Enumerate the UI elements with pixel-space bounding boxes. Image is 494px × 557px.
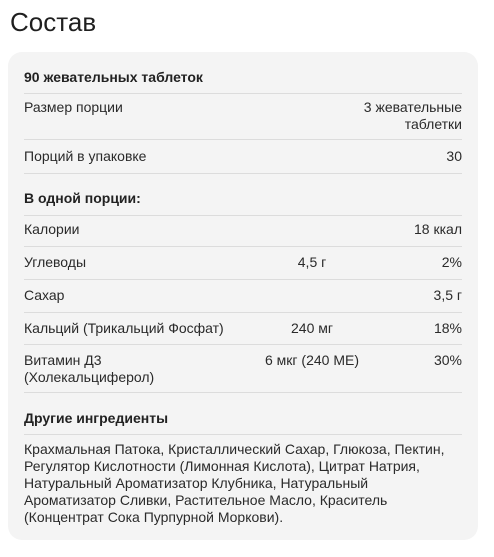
- nutrient-dv: 30%: [433, 352, 462, 368]
- nutrient-label: Углеводы: [24, 254, 87, 270]
- nutrient-dv: 18%: [433, 320, 462, 336]
- divider: [24, 246, 462, 247]
- serving-size-value-line1: 3 жевательные: [363, 99, 462, 115]
- nutrient-value: 18 ккал: [414, 221, 462, 237]
- nutrient-label: Калории: [24, 221, 80, 237]
- nutrient-row-vitamin-d3: [24, 352, 462, 386]
- nutrient-row-calcium: [24, 320, 462, 337]
- servings-per-container-value: 30: [446, 148, 462, 164]
- divider: [24, 434, 462, 435]
- nutrient-value: 3,5 г: [433, 287, 462, 303]
- ingredients-line: Натуральный Ароматизатор Клубника, Натуральный: [24, 475, 369, 491]
- nutrient-row-calories: [24, 221, 462, 238]
- nutrient-label: [24, 352, 252, 386]
- other-ingredients-text: [24, 441, 466, 526]
- ingredients-line: Регулятор Кислотности (Лимонная Кислота), Цитрат Натрия,: [24, 458, 420, 474]
- nutrient-row-carbs: [24, 254, 462, 271]
- divider: [24, 93, 462, 94]
- ingredients-line: (Концентрат Сока Пурпурной Моркови).: [24, 509, 284, 525]
- servings-per-container-label: Порций в упаковке: [24, 148, 147, 164]
- divider: [24, 312, 462, 313]
- per-serving-heading: В одной порции:: [24, 190, 141, 206]
- ingredients-line: Ароматизатор Сливки, Растительное Масло, Краситель: [24, 492, 388, 508]
- serving-heading: 90 жевательных таблеток: [24, 69, 203, 85]
- nutrient-amount: [252, 287, 372, 304]
- divider: [24, 173, 462, 174]
- serving-size-value: [364, 99, 462, 133]
- divider: [24, 392, 462, 393]
- nutrient-label: Кальций (Трикальций Фосфат): [24, 320, 224, 336]
- nutrient-row-sugar: [24, 287, 462, 304]
- composition-card: [8, 52, 478, 540]
- nutrient-amount: 240 мг: [291, 320, 333, 336]
- divider: [24, 139, 462, 140]
- serving-size-value-line2: таблетки: [404, 116, 462, 132]
- nutrient-label: Сахар: [24, 287, 65, 303]
- divider: [24, 344, 462, 345]
- nutrient-label-line2: (Холекальциферол): [24, 369, 155, 385]
- divider: [24, 215, 462, 216]
- nutrient-label-line1: Витамин Д3: [24, 352, 102, 368]
- serving-size-label: Размер порции: [24, 99, 123, 115]
- ingredients-line: Крахмальная Патока, Кристаллический Сахар, Глюкоза, Пектин,: [24, 441, 445, 457]
- nutrient-amount: 6 мкг (240 МЕ): [265, 352, 359, 368]
- serving-size-row: [24, 99, 462, 133]
- other-ingredients-heading: Другие ингредиенты: [24, 410, 169, 426]
- page-title: Состав: [10, 7, 97, 37]
- servings-per-container-row: [24, 148, 462, 165]
- divider: [24, 279, 462, 280]
- nutrient-amount: [252, 221, 372, 238]
- nutrient-amount: 4,5 г: [297, 254, 327, 270]
- nutrient-dv: 2%: [441, 254, 462, 270]
